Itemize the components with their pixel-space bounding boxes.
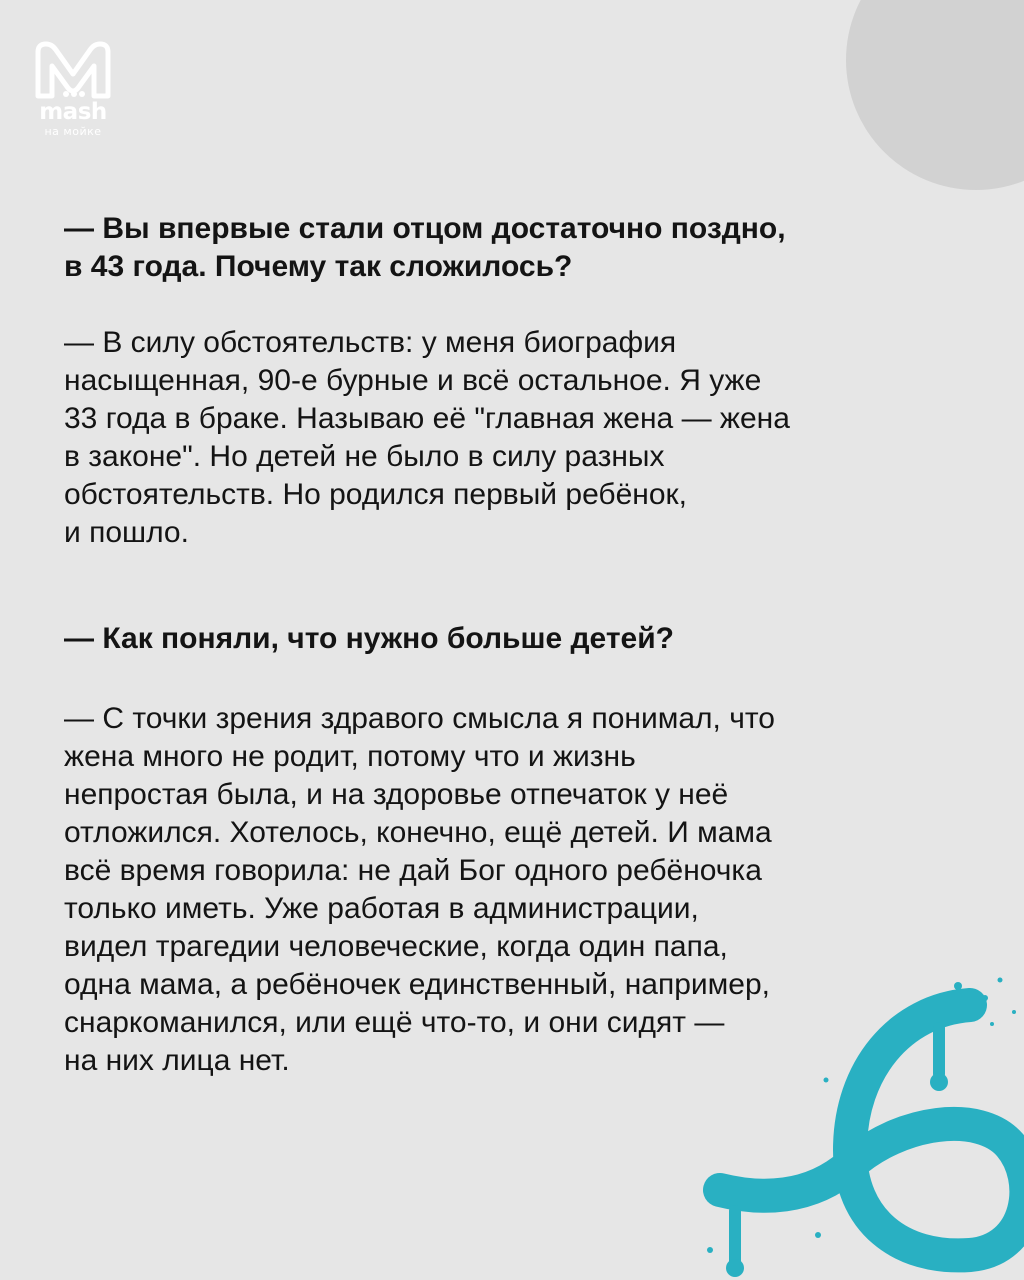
answer-1-line: обстоятельств. Но родился первый ребёнок, [64, 478, 687, 511]
answer-1-line: и пошло. [64, 516, 189, 549]
logo-subtitle: на мойке [44, 125, 102, 138]
logo-m-icon [30, 38, 116, 102]
answer-1-line: насыщенная, 90-е бурные и всё остальное. Я уже [64, 364, 762, 397]
answer-2-line: непростая была, и на здоровье отпечаток у неё [64, 778, 729, 811]
mash-logo [30, 38, 116, 148]
answer-2-line: только иметь. Уже работая в администрации, [64, 892, 699, 925]
question-1-line: — Вы впервые стали отцом достаточно поздно, [64, 212, 786, 245]
answer-1-line: — В силу обстоятельств: у меня биография [64, 326, 677, 359]
answer-2-line: одна мама, а ребёночек единственный, например, [64, 968, 770, 1001]
logo-wordmark: mash [39, 99, 107, 125]
answer-2-line: отложился. Хотелось, конечно, ещё детей. И мама [64, 816, 772, 849]
answer-2-line: жена много не родит, потому что и жизнь [64, 740, 636, 773]
question-2-line: — Как поняли, что нужно больше детей? [64, 622, 674, 655]
answer-1-line: 33 года в браке. Называю её "главная жена — жена [64, 402, 790, 435]
answer-1 [64, 324, 964, 552]
answer-2-line: видел трагедии человеческие, когда один папа, [64, 930, 728, 963]
answer-2-line: всё время говорила: не дай Бог одного ребёночка [64, 854, 762, 887]
answer-2-line: — С точки зрения здравого смысла я понимал, что [64, 702, 775, 735]
decorative-circle [846, 0, 1024, 190]
answer-2-line: снаркоманился, или ещё что-то, и они сидят — [64, 1006, 725, 1039]
question-2 [64, 620, 964, 658]
question-1-line: в 43 года. Почему так сложилось? [64, 250, 573, 283]
graffiti-swirl-decoration [700, 950, 1024, 1280]
answer-1-line: в законе". Но детей не было в силу разных [64, 440, 665, 473]
answer-2-line: на них лица нет. [64, 1044, 290, 1077]
question-1 [64, 210, 964, 286]
